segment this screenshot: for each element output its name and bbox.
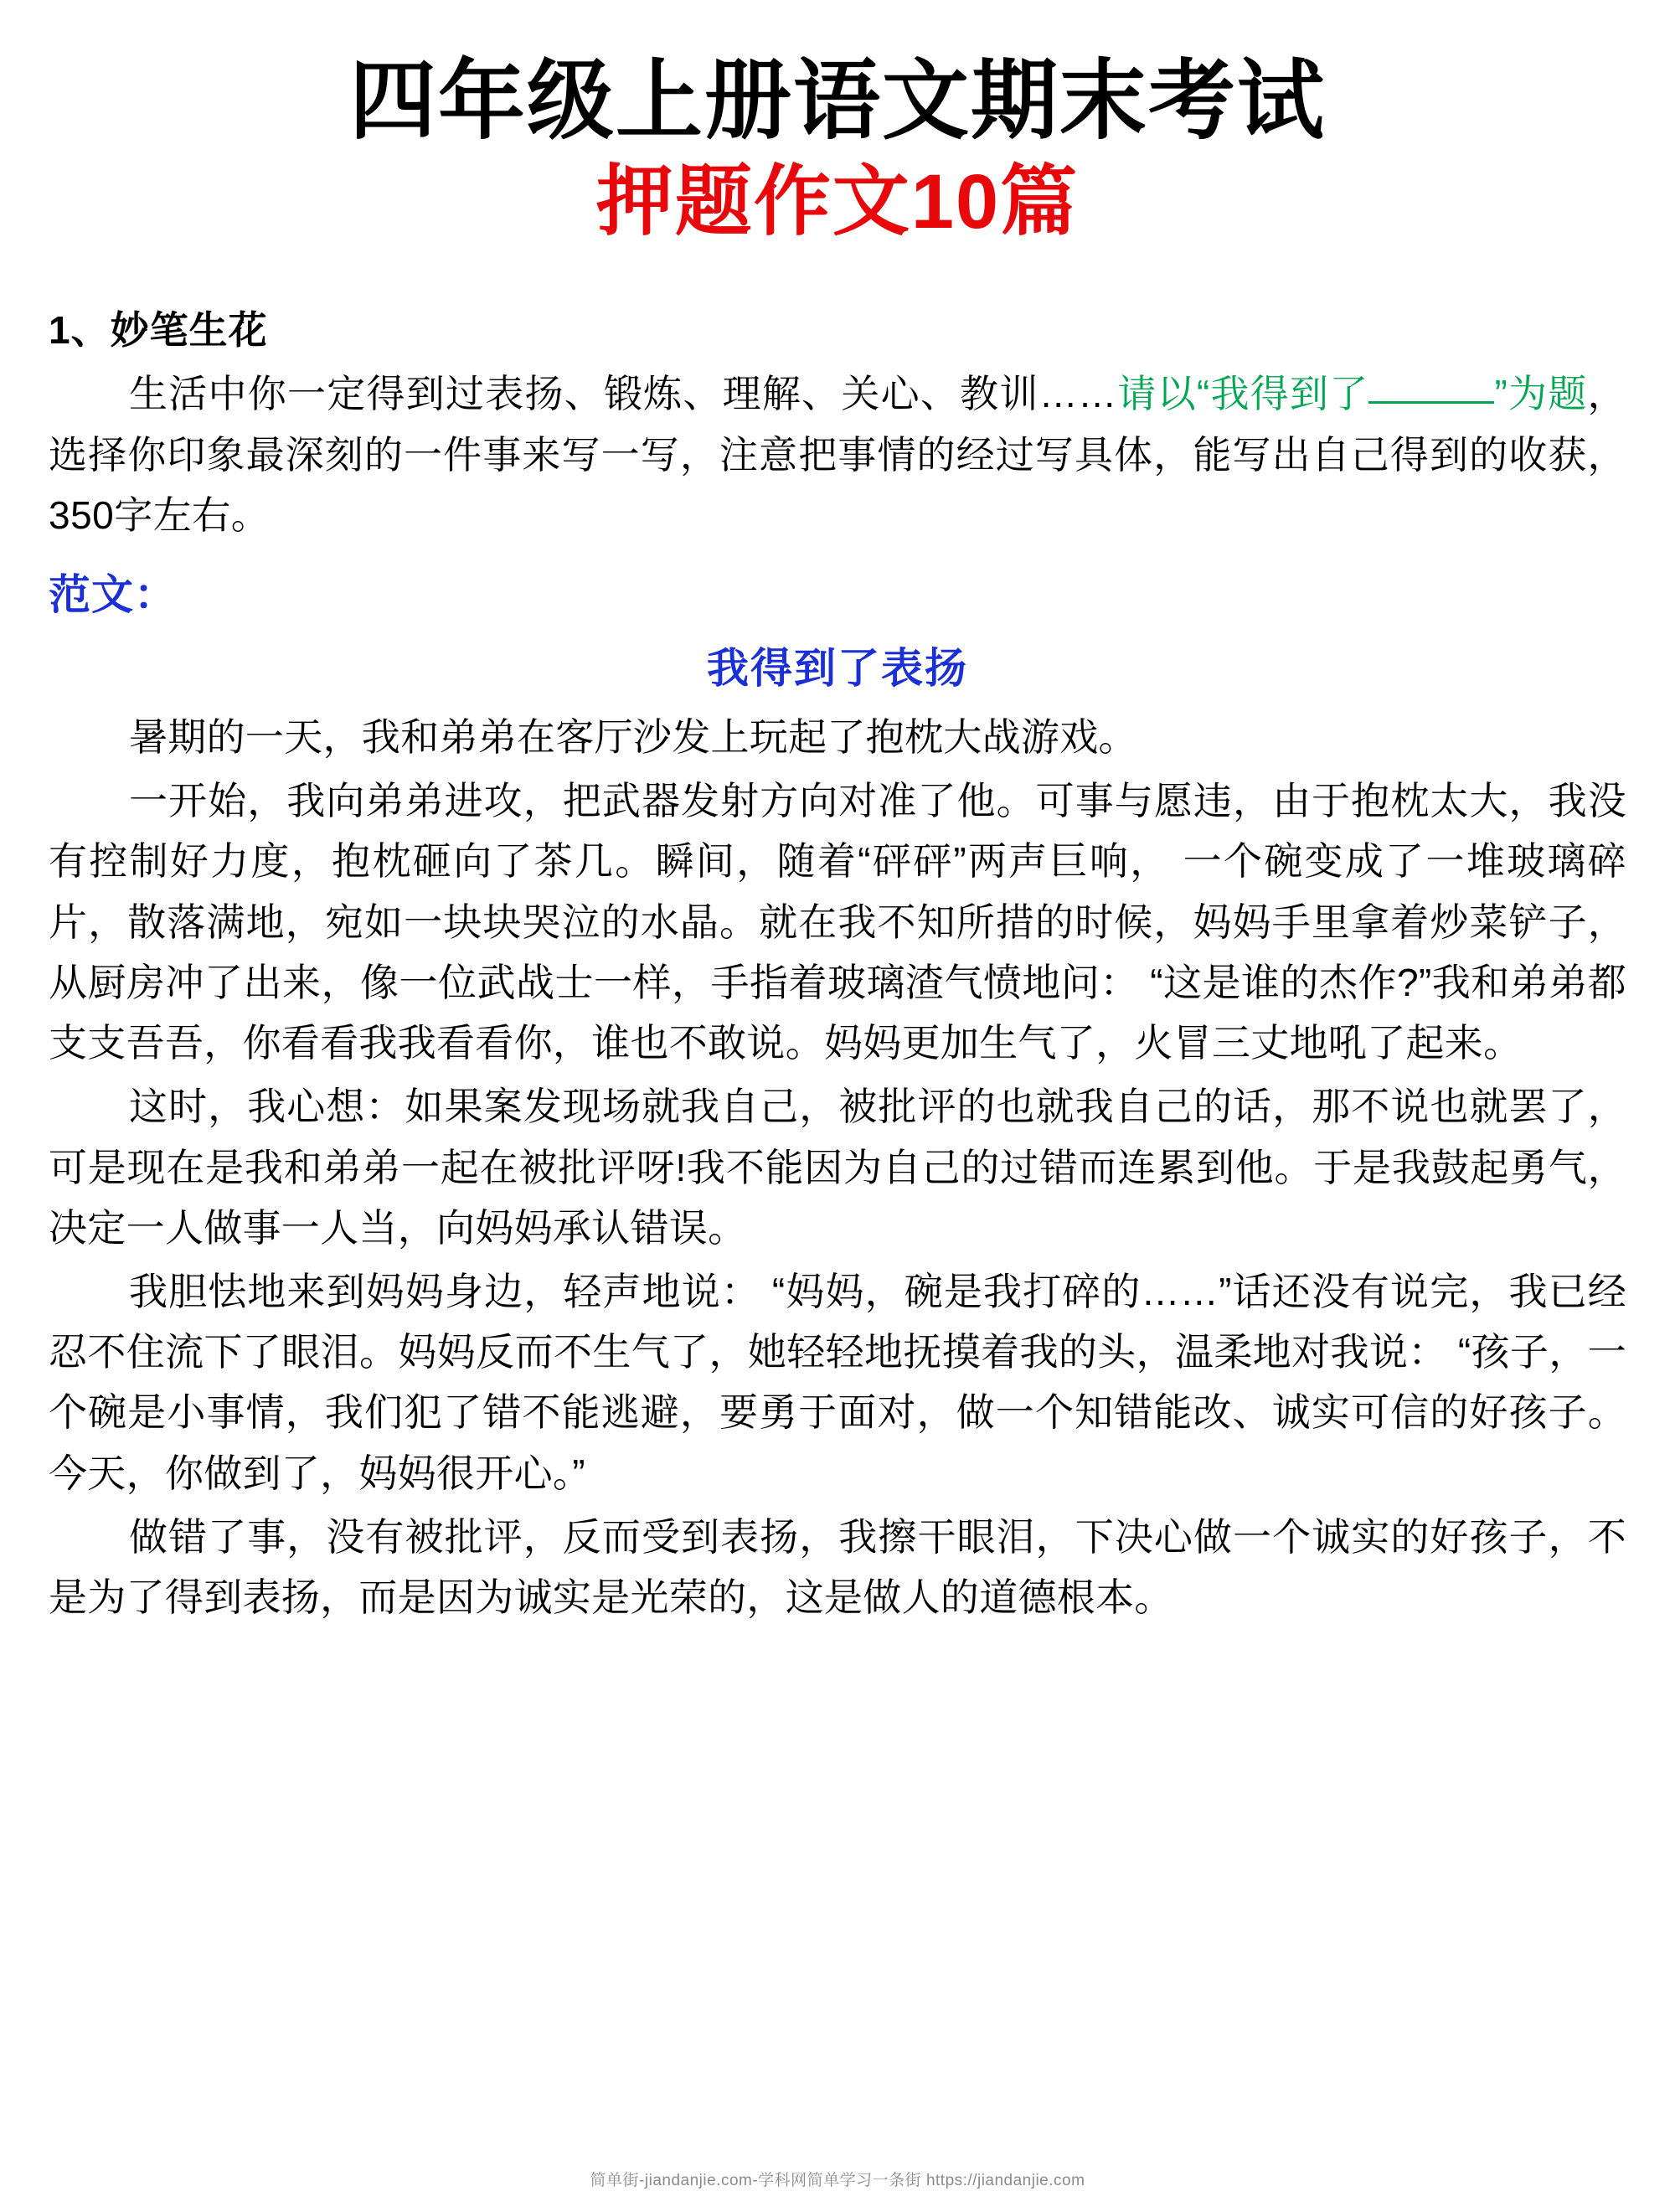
model-essay-label: 范文：	[49, 571, 177, 618]
prompt-text-green2: ”为题	[1494, 371, 1588, 415]
prompt-text-green1: 请以“我得到了	[1116, 371, 1369, 415]
prompt-text-part1: 生活中你一定得到过表扬、锻炼、理解、关心、教训……	[129, 371, 1117, 415]
essay-paragraph: 做错了事，没有被批评，反而受到表扬，我擦干眼泪，下决心做一个诚实的好孩子，不是为了得到表扬，而是因为诚实是光荣的，这是做人的道德根本。	[49, 1514, 1626, 1620]
essay-paragraph: 我胆怯地来到妈妈身边，轻声地说： “妈妈，碗是我打碎的……”话还没有说完，我已经忍不住流下了眼泪。妈妈反而不生气了，她轻轻地抚摸着我的头，温柔地对我说： “孩子，一个碗是小事情，我们犯了错不能逃避，要勇于面对，做一个知错能改、诚实可信的好孩子。今天，你做到了，妈妈很开心。”	[49, 1269, 1626, 1495]
essay-paragraph: 暑期的一天，我和弟弟在客厅沙发上玩起了抱枕大战游戏。	[129, 715, 1137, 759]
essay-title: 我得到了表扬	[707, 645, 968, 692]
essay-paragraph: 一开始，我向弟弟进攻，把武器发射方向对准了他。可事与愿违，由于抱枕太大，我没有控制好力度，抱枕砸向了茶几。瞬间，随着“砰砰”两声巨响， 一个碗变成了一堆玻璃碎片，散落满地，宛如一块块哭泣的水晶。就在我不知所措的时候，妈妈手里拿着炒菜铲子，从厨房冲了出来，像一位武战士一样，手指着玻璃渣气愤地问： “这是谁的杰作?”我和弟弟都支支吾吾，你看看我我看看你，谁也不敢说。妈妈更加生气了，火冒三丈地吼了起来。	[49, 779, 1626, 1065]
page-footer-watermark: 简单街-jiandanjie.com-学科网简单学习一条街 https://jiandanjie.com	[590, 2172, 1085, 2189]
essay-paragraph: 这时，我心想：如果案发现场就我自己，被批评的也就我自己的话，那不说也就罢了，可是现在是我和弟弟一起在被批评呀!我不能因为自己的过错而连累到他。于是我鼓起勇气，决定一人做事一人当，向妈妈承认错误。	[49, 1085, 1626, 1250]
document-title-block	[49, 52, 1626, 248]
section-heading: 1、妙笔生花	[49, 307, 268, 352]
prompt-text-part2: ，选择你印象最深刻的一件事来写一写，注意把事情的经过写具体，能写出自己得到的收获，350字左右。	[49, 371, 1627, 538]
prompt-blank	[1368, 401, 1494, 404]
prompt-paragraph	[49, 364, 1626, 546]
title-main: 四年级上册语文期末考试	[348, 53, 1326, 150]
title-subtitle: 押题作文10篇	[595, 158, 1080, 245]
